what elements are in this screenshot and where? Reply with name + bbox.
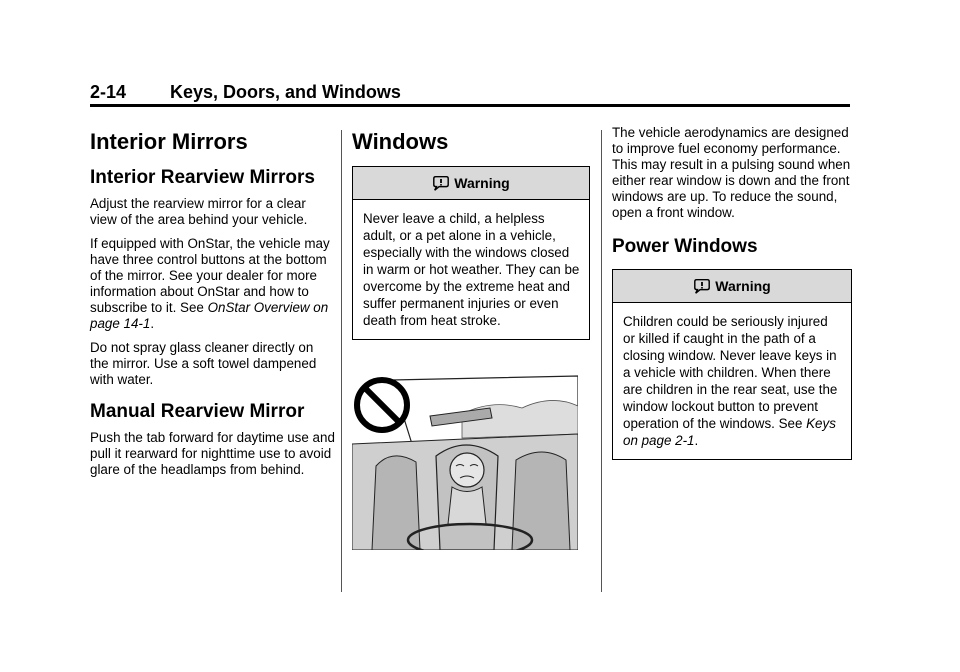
warning-label: Warning xyxy=(715,278,771,294)
subheading-power-windows: Power Windows xyxy=(612,236,758,257)
warning-label: Warning xyxy=(454,175,510,191)
paragraph-text: . xyxy=(150,316,155,331)
column-2 xyxy=(352,122,590,555)
warning-text-body: Children could be seriously injured or killed if caught in the path of a closing window. Never leave keys in a vehicle with children. When there are children in the rear seat, use the window lockout button to prevent operation of the windows. See xyxy=(623,314,838,431)
warning-text xyxy=(613,303,851,459)
child-in-car-illustration xyxy=(352,374,578,550)
cross-reference-link[interactable]: OnStar Overview on page 14-1 xyxy=(90,300,329,331)
cross-reference-link[interactable]: Keys on page 2-1 xyxy=(623,416,836,448)
paragraph: Adjust the rearview mirror for a clear view of the area behind your vehicle. xyxy=(90,196,308,227)
column-divider xyxy=(601,130,602,592)
warning-box xyxy=(352,166,590,340)
paragraph-text: If equipped with OnStar, the vehicle may have three control buttons at the bottom of the mirror. See your dealer for more information about OnStar and how to subscribe to it. See xyxy=(90,236,330,315)
paragraph: The vehicle aerodynamics are designed to improve fuel economy performance. This may result in a pulsing sound when either rear window is down and the front windows are up. To reduce the sound, open a front window. xyxy=(612,125,851,220)
section-title: Keys, Doors, and Windows xyxy=(170,82,401,102)
column-1 xyxy=(90,122,335,486)
column-3 xyxy=(612,125,852,470)
subheading-manual-rearview-mirror: Manual Rearview Mirror xyxy=(90,401,305,422)
subheading-interior-rearview-mirrors: Interior Rearview Mirrors xyxy=(90,167,315,188)
warning-header xyxy=(613,270,851,303)
page-header xyxy=(90,82,850,107)
warning-symbol-icon xyxy=(432,174,450,192)
heading-windows: Windows xyxy=(352,129,449,154)
warning-text-end: . xyxy=(694,433,699,448)
warning-symbol-icon xyxy=(693,277,711,295)
warning-header xyxy=(353,167,589,200)
column-divider xyxy=(341,130,342,592)
paragraph xyxy=(90,236,335,332)
prohibition-icon xyxy=(357,380,407,430)
heading-interior-mirrors: Interior Mirrors xyxy=(90,129,248,154)
warning-box xyxy=(612,269,852,460)
page-number: 2-14 xyxy=(90,82,127,102)
paragraph: Do not spray glass cleaner directly on the mirror. Use a soft towel dampened with water. xyxy=(90,340,317,387)
paragraph: Push the tab forward for daytime use and pull it rearward for nighttime use to avoid glare of the headlamps from behind. xyxy=(90,430,335,477)
warning-text: Never leave a child, a helpless adult, or a pet alone in a vehicle, especially with the windows closed in warm or hot weather. They can be overcome by the extreme heat and suffer permanent injuries or even death from heat stroke. xyxy=(363,211,580,328)
